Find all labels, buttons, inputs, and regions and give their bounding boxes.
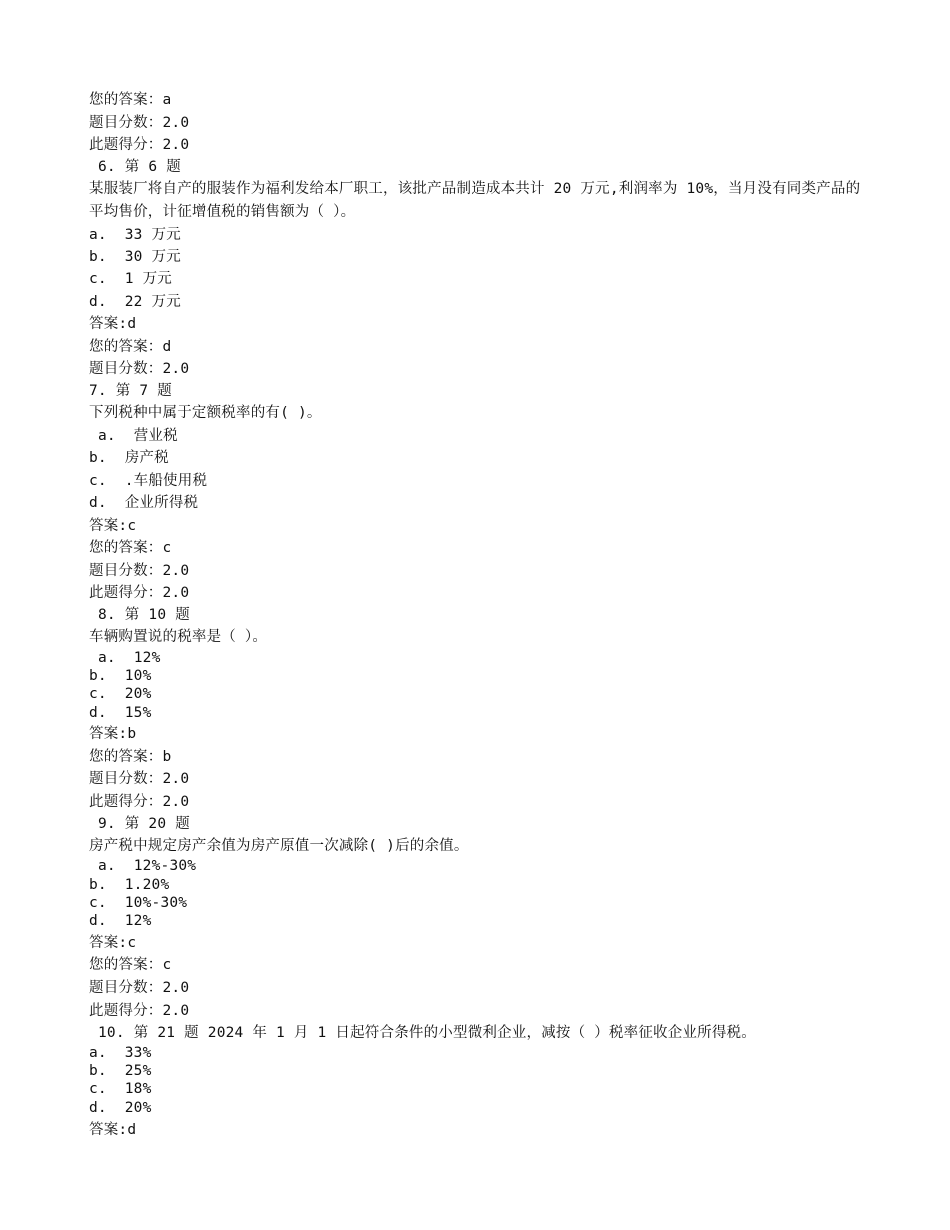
correct-answer: 答案:d bbox=[89, 1122, 137, 1138]
option-d: d. 12% bbox=[89, 913, 152, 929]
question-heading: 8. 第 10 题 bbox=[98, 607, 190, 623]
correct-answer: 答案:b bbox=[89, 726, 137, 742]
question-score: 题目分数：2.0 bbox=[89, 361, 190, 377]
option-a: a. 营业税 bbox=[98, 428, 178, 444]
option-c: c. .车船使用税 bbox=[89, 473, 208, 489]
correct-answer: 答案:d bbox=[89, 316, 137, 332]
score-earned: 此题得分：2.0 bbox=[89, 1003, 190, 1019]
option-a: a. 33 万元 bbox=[89, 227, 181, 243]
question-score: 题目分数：2.0 bbox=[89, 115, 190, 131]
option-b: b. 10% bbox=[89, 668, 152, 684]
option-b: b. 25% bbox=[89, 1063, 152, 1079]
your-answer: 您的答案：c bbox=[89, 540, 172, 556]
question-heading: 7. 第 7 题 bbox=[89, 383, 172, 399]
question-text: 下列税种中属于定额税率的有( )。 bbox=[89, 405, 322, 421]
option-c: c. 18% bbox=[89, 1081, 152, 1097]
option-b: b. 30 万元 bbox=[89, 249, 181, 265]
question-score: 题目分数：2.0 bbox=[89, 980, 190, 996]
question-text: 某服装厂将自产的服装作为福利发给本厂职工，该批产品制造成本共计 20 万元,利润率为 10%，当月没有同类产品的平均售价，计征增值税的销售额为（ ）。 bbox=[89, 181, 861, 220]
option-a: a. 12%-30% bbox=[98, 858, 197, 874]
question-score: 题目分数：2.0 bbox=[89, 771, 190, 787]
option-d: d. 15% bbox=[89, 705, 152, 721]
score-earned: 此题得分：2.0 bbox=[89, 585, 190, 601]
question-heading: 10. 第 21 题 2024 年 1 月 1 日起符合条件的小型微利企业，减按（ ）税率征收企业所得税。 bbox=[98, 1025, 756, 1041]
option-c: c. 10%-30% bbox=[89, 895, 188, 911]
score-earned: 此题得分：2.0 bbox=[89, 137, 190, 153]
option-c: c. 1 万元 bbox=[89, 271, 172, 287]
score-earned: 此题得分：2.0 bbox=[89, 794, 190, 810]
option-b: b. 房产税 bbox=[89, 450, 169, 466]
option-a: a. 33% bbox=[89, 1045, 152, 1061]
your-answer: 您的答案：b bbox=[89, 749, 172, 765]
your-answer: 您的答案：c bbox=[89, 957, 172, 973]
question-text: 车辆购置说的税率是（ ）。 bbox=[89, 629, 268, 645]
option-a: a. 12% bbox=[98, 650, 161, 666]
question-heading: 6. 第 6 题 bbox=[98, 159, 181, 175]
question-heading: 9. 第 20 题 bbox=[98, 816, 190, 832]
option-c: c. 20% bbox=[89, 686, 152, 702]
option-d: d. 22 万元 bbox=[89, 294, 181, 310]
option-d: d. 20% bbox=[89, 1100, 152, 1116]
correct-answer: 答案:c bbox=[89, 935, 137, 951]
correct-answer: 答案:c bbox=[89, 518, 137, 534]
question-text: 房产税中规定房产余值为房产原值一次减除( )后的余值。 bbox=[89, 838, 469, 854]
option-d: d. 企业所得税 bbox=[89, 495, 199, 511]
question-score: 题目分数：2.0 bbox=[89, 563, 190, 579]
your-answer: 您的答案：a bbox=[89, 92, 172, 108]
option-b: b. 1.20% bbox=[89, 877, 170, 893]
your-answer: 您的答案：d bbox=[89, 339, 172, 355]
